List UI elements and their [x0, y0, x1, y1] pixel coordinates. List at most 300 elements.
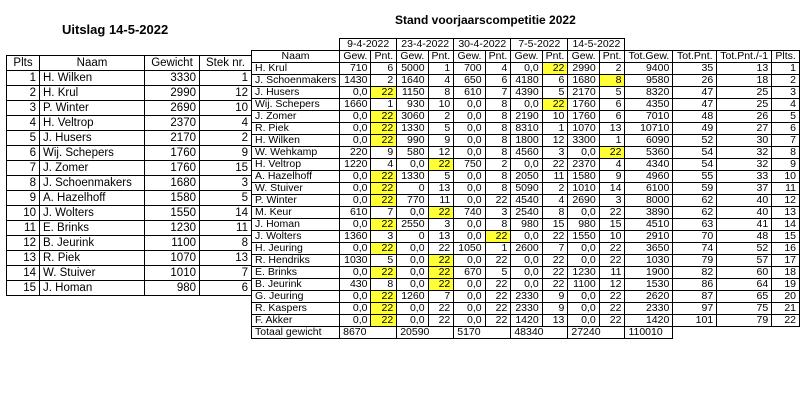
cell-value: 22 [371, 219, 397, 231]
cell-value: 9 [371, 147, 397, 159]
cell-value: 11 [542, 171, 568, 183]
cell-gewicht: 980 [145, 281, 200, 296]
cell-value: 0,0 [511, 267, 542, 279]
cell-value: 1580 [568, 171, 599, 183]
cell-value: 4340 [625, 159, 673, 171]
cell-value: 57 [717, 255, 772, 267]
cell-value: 10 [599, 231, 625, 243]
cell-naam: H. Wilken [252, 135, 340, 147]
cell-value: 5 [485, 267, 511, 279]
cell-naam: W. Wehkamp [252, 147, 340, 159]
cell-value: 4560 [511, 147, 542, 159]
cell-value: 0,0 [340, 195, 371, 207]
cell-value: 22 [371, 315, 397, 327]
cell-value: 4510 [625, 219, 673, 231]
cell-value: 1530 [625, 279, 673, 291]
cell-value: 2690 [568, 195, 599, 207]
cell-value: 35 [673, 63, 717, 75]
cell-value: 0,0 [397, 303, 428, 315]
cell-value: 2050 [511, 171, 542, 183]
cell-naam: J. Schoenmakers [252, 75, 340, 87]
cell-value: 580 [397, 147, 428, 159]
cell-value: 0,0 [340, 111, 371, 123]
cell-value: 22 [599, 207, 625, 219]
stand-header-cell: Tot.Gew. [625, 51, 673, 63]
cell-gewicht: 2170 [145, 131, 200, 146]
table-row [252, 171, 800, 183]
cell-naam: A. Hazelhoff [252, 171, 340, 183]
cell-value: 5 [428, 171, 454, 183]
cell-value: 5090 [511, 183, 542, 195]
stand-header-cell: Pnt. [428, 51, 454, 63]
cell-value: 0,0 [340, 243, 371, 255]
cell-value: 1220 [340, 159, 371, 171]
cell-value: 8 [485, 135, 511, 147]
cell-value: 22 [371, 135, 397, 147]
cell-value: 1260 [397, 291, 428, 303]
stand-totals-row [252, 327, 800, 339]
cell-value: 26 [673, 75, 717, 87]
cell-gewicht: 1100 [145, 236, 200, 251]
cell-naam: W. Stuiver [40, 266, 145, 281]
cell-naam: R. Kaspers [252, 303, 340, 315]
cell-value: 0,0 [454, 279, 485, 291]
cell-value: 1420 [625, 315, 673, 327]
cell-value: 1 [772, 63, 800, 75]
table-row [252, 291, 800, 303]
cell-value: 9 [428, 135, 454, 147]
cell-value: 0,0 [340, 87, 371, 99]
cell-value: 0,0 [340, 183, 371, 195]
cell-naam: Wij. Schepers [40, 146, 145, 161]
cell-stek-nr: 3 [200, 176, 252, 191]
cell-value: 62 [673, 195, 717, 207]
cell-value: 64 [717, 279, 772, 291]
cell-gewicht: 1010 [145, 266, 200, 281]
cell-gewicht: 1680 [145, 176, 200, 191]
header-naam: Naam [40, 56, 145, 71]
table-row [252, 87, 800, 99]
cell-value: 2190 [511, 111, 542, 123]
cell-value: 97 [673, 303, 717, 315]
cell-value: 1800 [511, 135, 542, 147]
cell-naam: H. Krul [40, 86, 145, 101]
cell-value: 5 [772, 111, 800, 123]
cell-gewicht: 1760 [145, 146, 200, 161]
cell-naam: J. Zomer [252, 111, 340, 123]
cell-value: 0,0 [397, 267, 428, 279]
date-4: 7-5-2022 [511, 39, 568, 51]
cell-value: 22 [485, 315, 511, 327]
cell-naam: J. Wolters [252, 231, 340, 243]
cell-value: 40 [717, 195, 772, 207]
cell-value: 22 [599, 315, 625, 327]
cell-value: 0,0 [340, 123, 371, 135]
cell-value: 22 [371, 195, 397, 207]
cell-plts: 5 [7, 131, 40, 146]
cell-value: 610 [454, 87, 485, 99]
cell-value: 1330 [397, 123, 428, 135]
cell-value: 22 [542, 63, 568, 75]
cell-value: 1640 [397, 75, 428, 87]
cell-value: 7 [428, 291, 454, 303]
cell-value: 19 [772, 279, 800, 291]
cell-value: 13 [717, 63, 772, 75]
uitslag-title: Uitslag 14-5-2022 [62, 22, 169, 37]
cell-gewicht: 1550 [145, 206, 200, 221]
cell-value: 2170 [568, 87, 599, 99]
cell-value: 1 [599, 135, 625, 147]
cell-value: 1230 [568, 267, 599, 279]
cell-value: 22 [542, 267, 568, 279]
cell-value: 22 [485, 195, 511, 207]
cell-stek-nr: 10 [200, 101, 252, 116]
cell-value: 27 [717, 123, 772, 135]
cell-value: 2910 [625, 231, 673, 243]
cell-value: 4540 [511, 195, 542, 207]
cell-gewicht: 1760 [145, 161, 200, 176]
cell-value: 75 [717, 303, 772, 315]
cell-value: 2550 [397, 219, 428, 231]
cell-value: 8 [485, 123, 511, 135]
cell-value: 3300 [568, 135, 599, 147]
cell-value: 1430 [340, 75, 371, 87]
cell-value: 1360 [340, 231, 371, 243]
cell-value: 22 [772, 315, 800, 327]
cell-value: 750 [454, 159, 485, 171]
cell-value: 0,0 [568, 147, 599, 159]
cell-value: 0,0 [568, 303, 599, 315]
stand-header-cell: Gew. [568, 51, 599, 63]
cell-value: 1 [428, 63, 454, 75]
table-row [7, 146, 252, 161]
cell-value: 1680 [568, 75, 599, 87]
cell-value: 0 [397, 231, 428, 243]
cell-value: 22 [485, 231, 511, 243]
date-5: 14-5-2022 [568, 39, 625, 51]
cell-naam: J. Husers [40, 131, 145, 146]
cell-stek-nr: 1 [200, 71, 252, 86]
cell-value: 3650 [625, 243, 673, 255]
cell-value: 22 [371, 243, 397, 255]
total-5: 27240 [568, 327, 625, 339]
cell-plts: 10 [7, 206, 40, 221]
cell-stek-nr: 15 [200, 161, 252, 176]
cell-value: 2620 [625, 291, 673, 303]
cell-naam: F. Akker [252, 315, 340, 327]
table-row [252, 267, 800, 279]
cell-value: 1760 [568, 111, 599, 123]
cell-naam: G. Jeuring [252, 291, 340, 303]
cell-stek-nr: 9 [200, 146, 252, 161]
table-row [252, 159, 800, 171]
cell-value: 18 [772, 267, 800, 279]
date-2: 23-4-2022 [397, 39, 454, 51]
cell-value: 8 [485, 147, 511, 159]
header-plts: Plts [7, 56, 40, 71]
cell-value: 0,0 [511, 231, 542, 243]
cell-naam: J. Schoenmakers [40, 176, 145, 191]
cell-value: 0,0 [511, 63, 542, 75]
cell-value: 930 [397, 99, 428, 111]
cell-value: 0,0 [397, 159, 428, 171]
cell-plts: 2 [7, 86, 40, 101]
cell-stek-nr: 13 [200, 251, 252, 266]
cell-value: 8 [485, 111, 511, 123]
cell-value: 0,0 [397, 243, 428, 255]
table-row [252, 123, 800, 135]
cell-value: 1420 [511, 315, 542, 327]
cell-value: 1 [371, 99, 397, 111]
table-row [252, 231, 800, 243]
cell-value: 0,0 [454, 183, 485, 195]
cell-value: 2 [542, 183, 568, 195]
cell-value: 0,0 [340, 303, 371, 315]
cell-gewicht: 2690 [145, 101, 200, 116]
cell-value: 60 [717, 267, 772, 279]
cell-value: 2 [371, 75, 397, 87]
cell-value: 2370 [568, 159, 599, 171]
cell-plts: 3 [7, 101, 40, 116]
total-4: 48340 [511, 327, 568, 339]
cell-value: 22 [599, 303, 625, 315]
cell-gewicht: 2370 [145, 116, 200, 131]
cell-value: 700 [454, 63, 485, 75]
cell-value: 22 [371, 291, 397, 303]
cell-value: 2 [485, 159, 511, 171]
cell-value: 7 [371, 207, 397, 219]
cell-value: 8000 [625, 195, 673, 207]
cell-plts: 12 [7, 236, 40, 251]
cell-value: 20 [772, 291, 800, 303]
cell-value: 1550 [568, 231, 599, 243]
cell-naam: M. Keur [252, 207, 340, 219]
cell-value: 22 [599, 147, 625, 159]
totals-label: Totaal gewicht [252, 327, 340, 339]
cell-value: 70 [673, 231, 717, 243]
cell-naam: B. Jeurink [252, 279, 340, 291]
stand-header-cell: Tot.Pnt./-1 [717, 51, 772, 63]
table-row [7, 101, 252, 116]
cell-naam: J. Homan [40, 281, 145, 296]
cell-value: 10 [772, 171, 800, 183]
cell-value: 25 [717, 99, 772, 111]
cell-value: 1050 [454, 243, 485, 255]
cell-naam: B. Jeurink [40, 236, 145, 251]
cell-value: 0,0 [340, 267, 371, 279]
cell-value: 1 [542, 123, 568, 135]
table-row [7, 191, 252, 206]
uitslag-header-row [7, 56, 252, 71]
stand-header-cell: Gew. [454, 51, 485, 63]
cell-naam: Wij. Schepers [252, 99, 340, 111]
cell-value: 3 [485, 207, 511, 219]
cell-value: 1760 [568, 99, 599, 111]
cell-value: 101 [673, 315, 717, 327]
cell-value: 14 [772, 219, 800, 231]
cell-value: 22 [542, 99, 568, 111]
cell-value: 22 [371, 87, 397, 99]
cell-value: 980 [568, 219, 599, 231]
table-row [252, 195, 800, 207]
cell-naam: W. Stuiver [252, 183, 340, 195]
cell-value: 52 [717, 243, 772, 255]
stand-header-cell: Plts. [772, 51, 800, 63]
header-stek-nr: Stek nr. [200, 56, 252, 71]
cell-plts: 15 [7, 281, 40, 296]
table-row [7, 71, 252, 86]
cell-value: 710 [340, 63, 371, 75]
cell-value: 6 [599, 99, 625, 111]
cell-stek-nr: 11 [200, 221, 252, 236]
cell-value: 1 [485, 243, 511, 255]
cell-value: 22 [371, 303, 397, 315]
cell-value: 22 [371, 171, 397, 183]
cell-value: 17 [772, 255, 800, 267]
cell-value: 2540 [511, 207, 542, 219]
cell-value: 32 [717, 159, 772, 171]
cell-value: 220 [340, 147, 371, 159]
table-row [252, 111, 800, 123]
cell-value: 0,0 [454, 195, 485, 207]
cell-value: 22 [542, 159, 568, 171]
cell-value: 740 [454, 207, 485, 219]
cell-value: 2 [428, 111, 454, 123]
stand-header-cell: Pnt. [485, 51, 511, 63]
cell-value: 9 [542, 303, 568, 315]
cell-value: 0,0 [511, 255, 542, 267]
stand-header-cell: Pnt. [542, 51, 568, 63]
uitslag-table [6, 55, 252, 296]
cell-value: 22 [542, 231, 568, 243]
cell-value: 2330 [511, 291, 542, 303]
total-all: 110010 [625, 327, 673, 339]
cell-value: 54 [673, 159, 717, 171]
cell-stek-nr: 4 [200, 116, 252, 131]
cell-value: 0,0 [454, 255, 485, 267]
cell-value: 4960 [625, 171, 673, 183]
cell-value: 22 [485, 291, 511, 303]
cell-value: 2990 [568, 63, 599, 75]
cell-value: 4 [599, 159, 625, 171]
cell-value: 9 [772, 159, 800, 171]
table-row [7, 266, 252, 281]
cell-value: 12 [599, 279, 625, 291]
cell-value: 0,0 [340, 315, 371, 327]
cell-naam: R. Piek [252, 123, 340, 135]
cell-plts: 11 [7, 221, 40, 236]
cell-naam: H. Veltrop [252, 159, 340, 171]
stand-header-cell: Tot.Pnt. [673, 51, 717, 63]
cell-gewicht: 1580 [145, 191, 200, 206]
cell-stek-nr: 14 [200, 206, 252, 221]
cell-naam: J. Homan [252, 219, 340, 231]
cell-naam: H. Veltrop [40, 116, 145, 131]
cell-value: 22 [542, 279, 568, 291]
cell-naam: H. Jeuring [252, 243, 340, 255]
cell-plts: 4 [7, 116, 40, 131]
cell-value: 0,0 [454, 291, 485, 303]
cell-value: 22 [428, 267, 454, 279]
cell-value: 22 [485, 279, 511, 291]
cell-stek-nr: 6 [200, 281, 252, 296]
cell-value: 11 [428, 195, 454, 207]
stand-date-row [252, 39, 800, 51]
cell-value: 22 [542, 255, 568, 267]
cell-value: 5 [599, 87, 625, 99]
cell-value: 15 [542, 219, 568, 231]
cell-value: 55 [673, 171, 717, 183]
stand-header-cell: Gew. [511, 51, 542, 63]
cell-value: 22 [599, 255, 625, 267]
table-row [252, 63, 800, 75]
stand-header-cell: Gew. [397, 51, 428, 63]
cell-value: 8310 [511, 123, 542, 135]
cell-value: 4180 [511, 75, 542, 87]
cell-value: 1150 [397, 87, 428, 99]
table-row [252, 147, 800, 159]
cell-plts: 9 [7, 191, 40, 206]
cell-value: 54 [673, 147, 717, 159]
cell-stek-nr: 7 [200, 266, 252, 281]
cell-stek-nr: 12 [200, 86, 252, 101]
cell-value: 8320 [625, 87, 673, 99]
cell-value: 3890 [625, 207, 673, 219]
cell-value: 41 [717, 219, 772, 231]
cell-value: 0,0 [397, 207, 428, 219]
cell-value: 12 [772, 195, 800, 207]
cell-value: 2600 [511, 243, 542, 255]
cell-value: 8 [542, 207, 568, 219]
cell-value: 8 [485, 219, 511, 231]
cell-value: 30 [717, 135, 772, 147]
cell-value: 5000 [397, 63, 428, 75]
cell-value: 1900 [625, 267, 673, 279]
cell-value: 7 [772, 135, 800, 147]
cell-value: 0,0 [511, 159, 542, 171]
total-2: 20590 [397, 327, 454, 339]
cell-value: 0,0 [511, 99, 542, 111]
cell-value: 2330 [511, 303, 542, 315]
cell-value: 8 [599, 75, 625, 87]
cell-value: 33 [717, 171, 772, 183]
cell-value: 74 [673, 243, 717, 255]
cell-gewicht: 1230 [145, 221, 200, 236]
cell-value: 1030 [340, 255, 371, 267]
cell-value: 0,0 [454, 147, 485, 159]
cell-value: 0,0 [454, 171, 485, 183]
table-row [7, 251, 252, 266]
cell-value: 1100 [568, 279, 599, 291]
cell-gewicht: 2990 [145, 86, 200, 101]
cell-value: 0,0 [454, 219, 485, 231]
cell-value: 9 [542, 291, 568, 303]
cell-naam: E. Brinks [40, 221, 145, 236]
cell-value: 22 [371, 123, 397, 135]
cell-value: 48 [673, 111, 717, 123]
cell-value: 15 [599, 219, 625, 231]
cell-value: 47 [673, 99, 717, 111]
cell-value: 0,0 [397, 255, 428, 267]
date-1: 9-4-2022 [340, 39, 397, 51]
cell-value: 4 [428, 75, 454, 87]
table-row [7, 221, 252, 236]
cell-value: 0,0 [454, 135, 485, 147]
cell-value: 0,0 [568, 255, 599, 267]
table-row [252, 99, 800, 111]
cell-value: 6090 [625, 135, 673, 147]
date-3: 30-4-2022 [454, 39, 511, 51]
